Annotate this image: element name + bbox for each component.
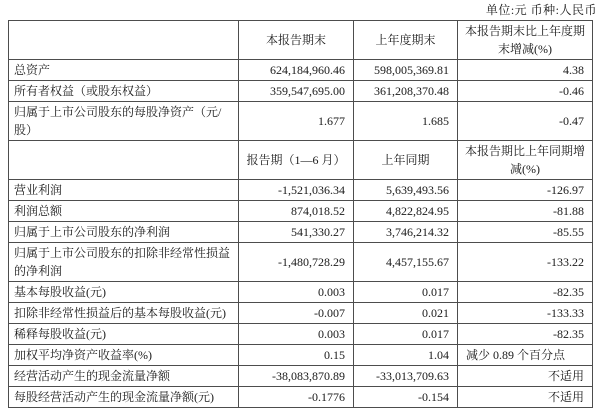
value-change: -0.47 (458, 102, 593, 141)
value-change: 不适用 (458, 366, 593, 387)
value-current: 874,018.52 (239, 201, 354, 222)
section2-header-row (9, 141, 593, 180)
value-current: -0.007 (239, 303, 354, 324)
section2-header-reporting-period: 报告期（1—6 月） (239, 141, 354, 180)
key-accounting-data-table (8, 20, 593, 408)
table-row-weighted-avg-roe (9, 345, 593, 366)
value-change: -133.33 (458, 303, 593, 324)
value-prior: 1.04 (354, 345, 458, 366)
section2-header-change: 本报告期比上年同期增减(%) (458, 141, 593, 180)
table-row-operating-profit (9, 180, 593, 201)
value-prior: 0.017 (354, 324, 458, 345)
table-row-net-profit-attributable (9, 222, 593, 243)
section1-header-change: 本报告期末比上年度期末增减(%) (458, 21, 593, 60)
row-label: 归属于上市公司股东的扣除非经常性损益的净利润 (9, 243, 239, 282)
table-row-owners-equity (9, 81, 593, 102)
value-prior: -33,013,709.63 (354, 366, 458, 387)
row-label: 稀释每股收益(元) (9, 324, 239, 345)
section1-header-current-period-end: 本报告期末 (239, 21, 354, 60)
value-current: -1,521,036.34 (239, 180, 354, 201)
row-label: 利润总额 (9, 201, 239, 222)
value-current: -38,083,870.89 (239, 366, 354, 387)
row-label: 归属于上市公司股东的每股净资产（元/股） (9, 102, 239, 141)
value-prior: 3,746,214.32 (354, 222, 458, 243)
section1-header-row (9, 21, 593, 60)
value-change: -126.97 (458, 180, 593, 201)
table-row-operating-cash-flow (9, 366, 593, 387)
value-change: -82.35 (458, 282, 593, 303)
row-label: 经营活动产生的现金流量净额 (9, 366, 239, 387)
value-prior: 0.021 (354, 303, 458, 324)
value-change: 不适用 (458, 387, 593, 408)
table-row-diluted-eps (9, 324, 593, 345)
row-label: 扣除非经常性损益后的基本每股收益(元) (9, 303, 239, 324)
row-label: 基本每股收益(元) (9, 282, 239, 303)
row-label: 总资产 (9, 60, 239, 81)
value-current: 1.677 (239, 102, 354, 141)
table-row-total-profit (9, 201, 593, 222)
value-prior: 5,639,493.56 (354, 180, 458, 201)
table-row-basic-eps-excl-nonrecurring (9, 303, 593, 324)
row-label: 归属于上市公司股东的净利润 (9, 222, 239, 243)
value-change: -82.35 (458, 324, 593, 345)
value-change: -85.55 (458, 222, 593, 243)
value-current: 0.15 (239, 345, 354, 366)
row-label: 每股经营活动产生的现金流量净额(元) (9, 387, 239, 408)
section1-header-prior-year-end: 上年度期末 (354, 21, 458, 60)
table-row-total-assets (9, 60, 593, 81)
value-current: -1,480,728.29 (239, 243, 354, 282)
value-change: 减少 0.89 个百分点 (458, 345, 593, 366)
value-change: 4.38 (458, 60, 593, 81)
section2-header-blank (9, 141, 239, 180)
value-change: -0.46 (458, 81, 593, 102)
value-prior: -0.154 (354, 387, 458, 408)
value-current: 624,184,960.46 (239, 60, 354, 81)
value-prior: 4,822,824.95 (354, 201, 458, 222)
value-prior: 598,005,369.81 (354, 60, 458, 81)
row-label: 所有者权益（或股东权益） (9, 81, 239, 102)
value-current: 0.003 (239, 324, 354, 345)
currency-unit-label: 单位:元 币种:人民币 (485, 3, 597, 17)
value-current: 0.003 (239, 282, 354, 303)
value-current: -0.1776 (239, 387, 354, 408)
row-label: 加权平均净资产收益率(%) (9, 345, 239, 366)
value-prior: 0.017 (354, 282, 458, 303)
value-change: -133.22 (458, 243, 593, 282)
value-prior: 1.685 (354, 102, 458, 141)
section2-header-prior-same-period: 上年同期 (354, 141, 458, 180)
value-prior: 361,208,370.48 (354, 81, 458, 102)
table-row-net-assets-per-share (9, 102, 593, 141)
value-change: -81.88 (458, 201, 593, 222)
value-current: 541,330.27 (239, 222, 354, 243)
value-current: 359,547,695.00 (239, 81, 354, 102)
section1-header-blank (9, 21, 239, 60)
table-row-operating-cash-flow-per-share (9, 387, 593, 408)
row-label: 营业利润 (9, 180, 239, 201)
table-row-net-profit-excl-nonrecurring (9, 243, 593, 282)
table-row-basic-eps (9, 282, 593, 303)
value-prior: 4,457,155.67 (354, 243, 458, 282)
